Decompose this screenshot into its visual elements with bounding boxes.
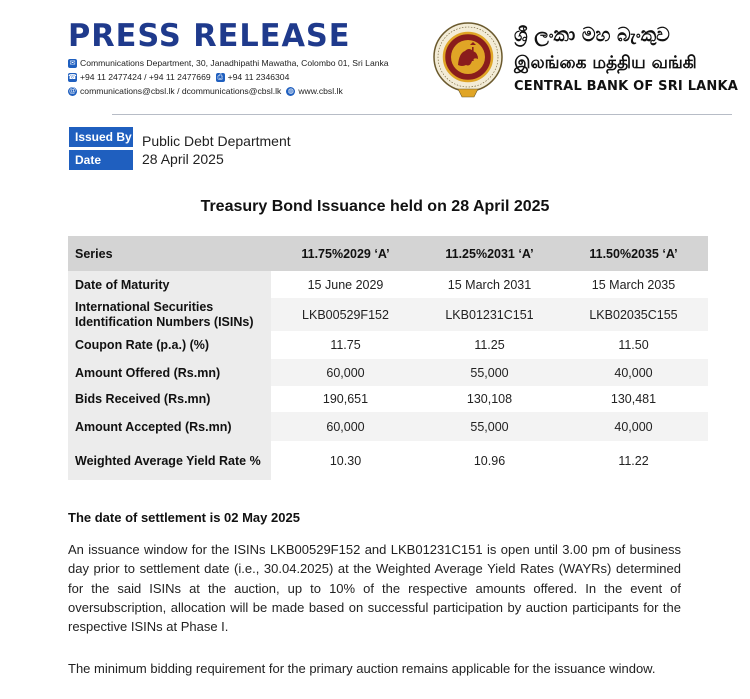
issued-by-value: Public Debt Department	[142, 133, 291, 149]
table-cell: LKB02035C155	[559, 298, 708, 331]
bank-name-english: CENTRAL BANK OF SRI LANKA	[514, 79, 739, 94]
table-row	[68, 386, 708, 412]
row-label: Bids Received (Rs.mn)	[68, 386, 271, 412]
table-row	[68, 298, 708, 331]
globe-icon: ◍	[287, 87, 294, 95]
table-cell: 15 March 2035	[591, 277, 676, 292]
table-cell: LKB01231C151	[420, 298, 559, 331]
bond-issuance-table	[68, 236, 708, 480]
press-release-title: PRESS RELEASE	[68, 18, 351, 54]
column-header: 11.50%2035 ‘A’	[559, 236, 708, 271]
table-cell: 55,000	[420, 359, 559, 386]
settlement-date: The date of settlement is 02 May 2025	[68, 510, 300, 525]
row-label: International Securities Identification Numbers (ISINs)	[68, 298, 271, 331]
table-cell: 60,000	[271, 359, 420, 386]
table-cell: 40,000	[559, 359, 708, 386]
table-row	[68, 359, 708, 386]
table-cell: 130,108	[466, 392, 513, 406]
table-row	[68, 271, 708, 298]
table-cell: 11.75	[330, 338, 361, 352]
table-cell: 10.96	[473, 453, 506, 468]
contact-web-line	[68, 86, 343, 96]
central-bank-emblem	[432, 17, 504, 99]
minimum-bidding-paragraph: The minimum bidding requirement for the primary auction remains applicable for the issuance window.	[68, 661, 656, 676]
table-cell: 40,000	[559, 412, 708, 441]
issued-by-label: Issued By	[69, 127, 133, 147]
table-cell: LKB00529F152	[271, 298, 420, 331]
column-header: 11.25%2031 ‘A’	[420, 236, 559, 271]
bank-name-sinhala: ශ්‍රී ලංකා මහ බැංකුව	[514, 24, 670, 46]
contact-phone: +94 11 2477424 / +94 11 2477669	[80, 72, 211, 82]
bank-name-tamil: இலங்கை மத்திய வங்கி	[514, 53, 697, 73]
date-value: 28 April 2025	[142, 151, 224, 167]
table-cell: 60,000	[271, 412, 420, 441]
at-sign-icon: @	[68, 87, 77, 95]
table-row	[68, 412, 708, 441]
contact-address-line	[68, 58, 389, 68]
table-cell: 190,651	[322, 392, 369, 406]
table-row	[68, 331, 708, 359]
document-title: Treasury Bond Issuance held on 28 April 2025	[200, 198, 550, 215]
fax-icon: ⎙	[217, 73, 223, 81]
issuance-window-paragraph: An issuance window for the ISINs LKB00529F152 and LKB01231C151 is open until 3.00 pm of business day prior to settlement date (i.e., 30.04.2025) at the Weighted Average Yield Rates (WAYRs) determined for the said ISINs at the auction, up to 10% of the respective amounts offered. In the event of oversubscription, allocation will be made based on successful participation by auction participants for the respective ISINs at Phase I.	[68, 542, 681, 635]
row-label: Date of Maturity	[68, 271, 271, 298]
table-cell: 11.25	[474, 338, 505, 352]
envelope-icon: ✉	[69, 59, 76, 67]
date-label: Date	[69, 150, 133, 170]
contact-address: Communications Department, 30, Janadhipathi Mawatha, Colombo 01, Sri Lanka	[80, 58, 389, 68]
table-cell: 15 March 2031	[447, 277, 532, 292]
table-cell: 11.50	[618, 338, 649, 352]
phone-icon: ☎	[68, 73, 77, 81]
contact-fax: +94 11 2346304	[227, 72, 290, 82]
row-label: Amount Accepted (Rs.mn)	[68, 412, 271, 441]
table-row	[68, 441, 708, 480]
table-cell: 11.22	[618, 453, 649, 468]
table-cell: 130,481	[610, 392, 657, 406]
press-release-header	[0, 0, 750, 115]
row-label: Weighted Average Yield Rate %	[68, 441, 271, 480]
table-cell: 10.30	[329, 453, 362, 468]
table-cell: 15 June 2029	[307, 277, 384, 292]
column-header: 11.75%2029 ‘A’	[271, 236, 420, 271]
column-header: Series	[68, 236, 271, 271]
row-label: Coupon Rate (p.a.) (%)	[68, 331, 271, 359]
contact-web[interactable]: www.cbsl.lk	[298, 86, 343, 96]
table-cell: 55,000	[420, 412, 559, 441]
contact-phone-line	[68, 72, 289, 82]
contact-email[interactable]: communications@cbsl.lk / dcommunications@cbsl.lk	[80, 86, 282, 96]
table-header-row	[68, 236, 708, 271]
header-divider	[112, 114, 732, 115]
row-label: Amount Offered (Rs.mn)	[68, 359, 271, 386]
